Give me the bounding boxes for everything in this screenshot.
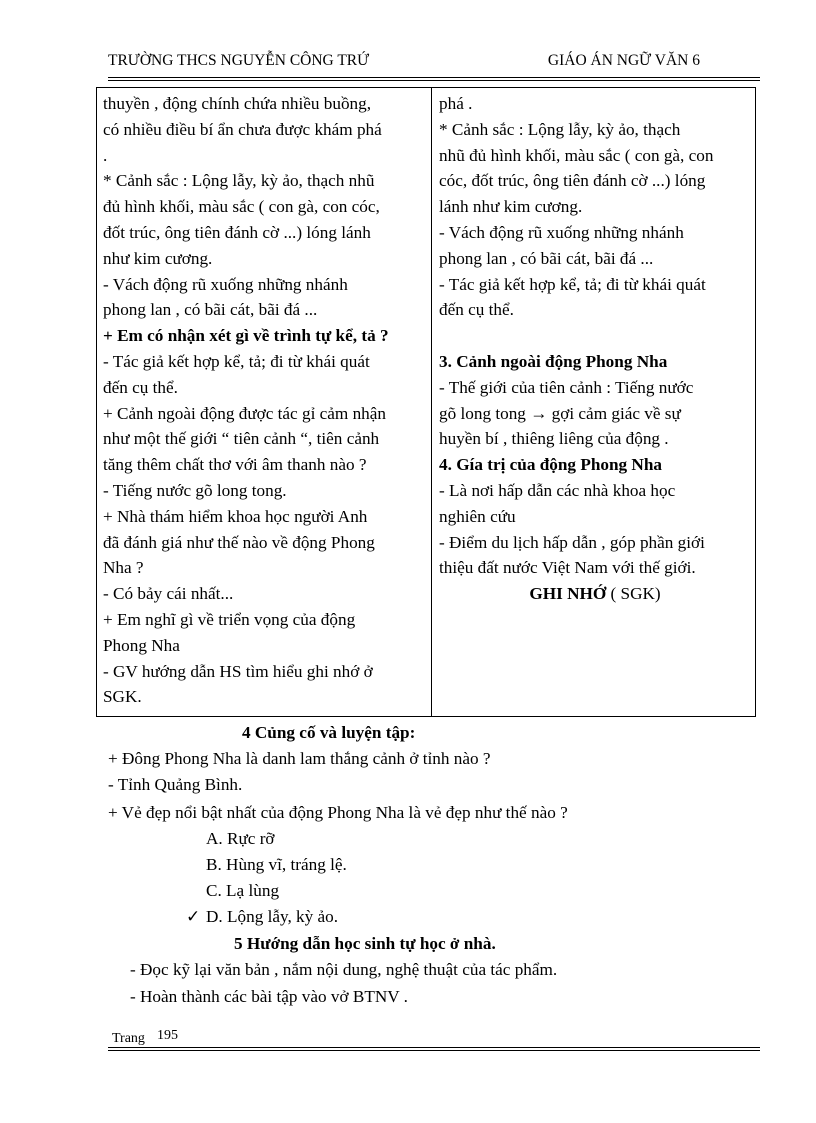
subject-title: GIÁO ÁN NGỮ VĂN 6 bbox=[547, 52, 700, 69]
question-line: + Em nghĩ gì về triển vọng của động bbox=[103, 609, 356, 629]
section5-title: 5 Hướng dẫn học sinh tự học ở nhà. bbox=[234, 934, 496, 953]
table-line: đốt trúc, ông tiên đánh cờ ...) lóng lánh bbox=[103, 222, 371, 242]
question-line: Nha ? bbox=[103, 558, 144, 578]
table-line: nghiên cứu bbox=[439, 506, 516, 526]
table-line: - Tác giả kết hợp kể, tả; đi từ khái quát bbox=[103, 351, 370, 371]
table-line: * Cảnh sắc : Lộng lẫy, kỳ ảo, thạch bbox=[439, 119, 681, 139]
lesson-table bbox=[96, 87, 756, 717]
option-b: B. Hùng vĩ, tráng lệ. bbox=[206, 855, 347, 874]
option-a: A. Rực rỡ bbox=[206, 829, 275, 848]
table-line: huyền bí , thiêng liêng của động . bbox=[439, 429, 669, 449]
table-line: phá . bbox=[439, 94, 473, 113]
table-line: - Thế giới của tiên cảnh : Tiếng nước bbox=[439, 377, 694, 397]
table-line: gõ long tong → gợi cảm giác về sự bbox=[439, 403, 681, 423]
footer-page-number: 195 bbox=[157, 1028, 178, 1043]
table-line: cóc, đốt trúc, ông tiên đánh cờ ...) lóng bbox=[439, 171, 706, 191]
table-line: có nhiều điều bí ẩn chưa được khám phá bbox=[103, 119, 382, 139]
question-2: + Vẻ đẹp nổi bật nhất của động Phong Nha là vẻ đẹp như thế nào ? bbox=[108, 803, 568, 822]
table-line: SGK. bbox=[103, 687, 142, 707]
footer-rule-double bbox=[108, 1050, 760, 1051]
table-line: nhũ đủ hình khối, màu sắc ( con gà, con bbox=[439, 145, 714, 165]
table-line: phong lan , có bãi cát, bãi đá ... bbox=[439, 248, 654, 268]
homework-line-2: - Hoàn thành các bài tập vào vở BTNV . bbox=[130, 987, 408, 1006]
table-line: đến cụ thể. bbox=[439, 300, 514, 320]
question-line: + Nhà thám hiểm khoa học người Anh bbox=[103, 506, 368, 526]
table-line: thiệu đất nước Việt Nam với thế giới. bbox=[439, 558, 696, 578]
header-rule bbox=[108, 77, 760, 78]
table-line: - Là nơi hấp dẫn các nhà khoa học bbox=[439, 480, 676, 500]
table-line: đến cụ thể. bbox=[103, 377, 178, 397]
table-line: - Có bảy cái nhất... bbox=[103, 584, 234, 604]
table-line: phong lan , có bãi cát, bãi đá ... bbox=[103, 300, 318, 320]
homework-line-1: - Đọc kỹ lại văn bản , nắm nội dung, nghệ thuật của tác phẩm. bbox=[130, 960, 558, 979]
table-line: - Điểm du lịch hấp dẫn , góp phần giới bbox=[439, 532, 705, 552]
question-line: đã đánh giá như thế nào về động Phong bbox=[103, 532, 375, 552]
question-line: tăng thêm chất thơ với âm thanh nào ? bbox=[103, 455, 367, 475]
table-line: - Tiếng nước gõ long tong. bbox=[103, 480, 287, 500]
table-line: * Cảnh sắc : Lộng lẫy, kỳ ảo, thạch nhũ bbox=[103, 171, 375, 191]
table-column-divider bbox=[431, 88, 432, 716]
table-line: - Vách động rũ xuống những nhánh bbox=[103, 274, 348, 294]
table-line: - Tác giả kết hợp kể, tả; đi từ khái quát bbox=[439, 274, 706, 294]
check-icon: ✓ bbox=[186, 907, 201, 926]
table-line: đủ hình khối, màu sắc ( con gà, con cóc, bbox=[103, 197, 380, 217]
question-line: như một thế giới “ tiên cảnh “, tiên cảnh bbox=[103, 429, 380, 449]
header-rule-double bbox=[108, 80, 760, 81]
answer-1: - Tỉnh Quảng Bình. bbox=[108, 775, 243, 794]
footer-page-label: Trang bbox=[112, 1031, 145, 1046]
option-d: D. Lộng lẫy, kỳ ảo. bbox=[206, 907, 339, 926]
school-name: TRƯỜNG THCS NGUYỄN CÔNG TRỨ bbox=[108, 52, 370, 69]
blank-line bbox=[439, 323, 751, 349]
content-column bbox=[439, 91, 751, 607]
note-rest: ( SGK) bbox=[606, 584, 661, 604]
question-line: + Cảnh ngoài động được tác gỉ cảm nhận bbox=[103, 403, 386, 423]
table-line: - GV hướng dẫn HS tìm hiểu ghi nhớ ở bbox=[103, 661, 373, 681]
question-line: + Em có nhận xét gì về trình tự kể, tả ? bbox=[103, 326, 389, 346]
footer-rule bbox=[108, 1047, 760, 1048]
question-1: + Đông Phong Nha là danh lam thắng cảnh ở tỉnh nào ? bbox=[108, 749, 491, 768]
table-line: . bbox=[103, 145, 108, 165]
section-heading: 4. Gía trị của động Phong Nha bbox=[439, 455, 662, 475]
table-line: như kim cương. bbox=[103, 248, 213, 268]
option-c: C. Lạ lùng bbox=[206, 881, 280, 900]
note-bold: GHI NHỚ bbox=[529, 584, 607, 604]
table-line: - Vách động rũ xuống những nhánh bbox=[439, 222, 684, 242]
table-line: thuyền , động chính chứa nhiều buồng, bbox=[103, 94, 372, 113]
question-line: Phong Nha bbox=[103, 635, 180, 655]
page-header bbox=[108, 52, 760, 76]
section4-title: 4 Củng cố và luyện tập: bbox=[242, 723, 416, 742]
note-line bbox=[439, 581, 751, 607]
teacher-activity-column bbox=[103, 91, 427, 710]
section-heading: 3. Cảnh ngoài động Phong Nha bbox=[439, 351, 668, 371]
table-line: lánh như kim cương. bbox=[439, 197, 583, 217]
